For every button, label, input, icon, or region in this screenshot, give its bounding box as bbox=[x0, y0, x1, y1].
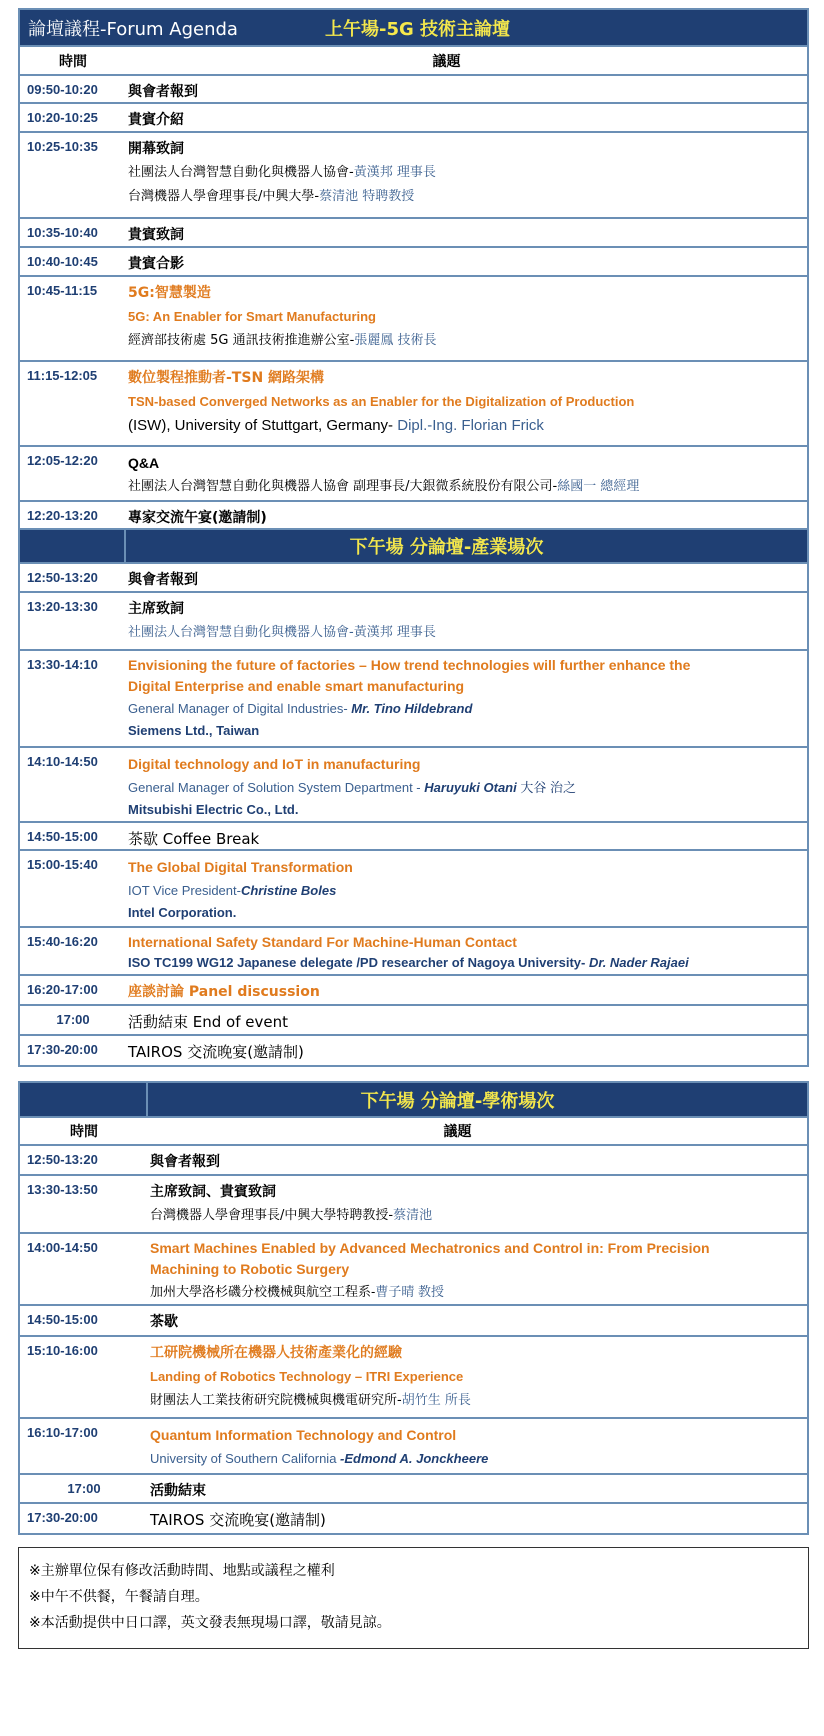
agenda-row bbox=[20, 76, 807, 104]
row-time: 16:20-17:00 bbox=[27, 982, 98, 997]
row-time: 17:00 bbox=[56, 1012, 90, 1027]
row-time: 10:35-10:40 bbox=[27, 225, 98, 240]
row-time: 13:30-13:50 bbox=[27, 1182, 98, 1197]
row-topic: Digital technology and IoT in manufacturing bbox=[128, 756, 421, 772]
row-topic: Envisioning the future of factories – How trend technologies will further enhance the bbox=[128, 657, 691, 673]
academic-header bbox=[20, 1083, 807, 1118]
row-time: 14:50-15:00 bbox=[27, 829, 98, 844]
row-topic: 專家交流午宴(邀請制) bbox=[128, 510, 267, 526]
speaker-org: 台灣機器人學會理事長/中興大學特聘教授- bbox=[150, 1208, 394, 1223]
speaker-name: 張麗鳳 技術長 bbox=[354, 333, 437, 348]
row-time: 10:20-10:25 bbox=[27, 110, 98, 125]
speaker-name: -Edmond A. Jonckheere bbox=[340, 1451, 489, 1466]
col-topic-label: 議題 bbox=[443, 1124, 472, 1140]
speaker-org: 社團法人台灣智慧自動化與機器人協會 副理事長/大銀微系統股份有限公司- bbox=[128, 479, 558, 494]
speaker-name: 黃漢邦 理事長 bbox=[353, 625, 436, 640]
speaker-company: Siemens Ltd., Taiwan bbox=[128, 723, 260, 738]
row-topic: 座談討論 Panel discussion bbox=[128, 984, 320, 1000]
column-header bbox=[20, 1118, 807, 1146]
row-time: 17:30-20:00 bbox=[27, 1510, 98, 1525]
speaker-org: 經濟部技術處 5G 通訊技術推進辦公室- bbox=[128, 333, 355, 348]
row-topic: 與會者報到 bbox=[128, 84, 198, 100]
row-time: 09:50-10:20 bbox=[27, 82, 98, 97]
row-topic: 貴賓介紹 bbox=[128, 112, 184, 128]
row-time: 17:00 bbox=[67, 1481, 101, 1496]
speaker-org: (ISW), University of Stuttgart, Germany- bbox=[128, 417, 398, 434]
speaker-name: 曹子晴 教授 bbox=[375, 1284, 444, 1299]
agenda-row bbox=[20, 1337, 807, 1419]
agenda-row bbox=[20, 1419, 807, 1475]
speaker-org: 社團法人台灣智慧自動化與機器人協會- bbox=[128, 625, 354, 640]
row-time: 14:50-15:00 bbox=[27, 1312, 98, 1327]
row-time: 15:10-16:00 bbox=[27, 1343, 98, 1358]
speaker-name: 胡竹生 所長 bbox=[401, 1393, 471, 1408]
row-time: 10:40-10:45 bbox=[27, 254, 98, 269]
speaker-role: General Manager of Digital Industries- bbox=[128, 701, 352, 716]
agenda-table-main bbox=[18, 8, 809, 1067]
agenda-row bbox=[20, 502, 807, 530]
row-topic: 茶歇 bbox=[150, 1314, 178, 1330]
agenda-row bbox=[20, 447, 807, 502]
notes-box bbox=[18, 1547, 809, 1649]
row-topic: 主席致詞 bbox=[128, 601, 184, 617]
speaker-name: 絲國一 總經理 bbox=[557, 479, 640, 494]
agenda-title: 論壇議程-Forum Agenda bbox=[28, 18, 238, 40]
speaker-name-jp: 大谷 治之 bbox=[516, 780, 576, 795]
speaker-org: University of Southern California bbox=[150, 1451, 341, 1466]
row-topic-cont: Digital Enterprise and enable smart manufacturing bbox=[128, 678, 465, 694]
row-time: 12:50-13:20 bbox=[27, 570, 98, 585]
academic-session-title: 下午場 分論壇-學術場次 bbox=[360, 1090, 555, 1112]
row-topic: 5G:智慧製造 bbox=[128, 285, 211, 301]
speaker-name: Christine Boles bbox=[240, 883, 337, 898]
row-topic-en: 5G: An Enabler for Smart Manufacturing bbox=[128, 309, 376, 324]
agenda-row bbox=[20, 362, 807, 447]
morning-session-title: 上午場-5G 技術主論壇 bbox=[325, 18, 511, 40]
row-topic: TAIROS 交流晚宴(邀請制) bbox=[128, 1043, 304, 1061]
agenda-row bbox=[20, 1006, 807, 1036]
row-time: 14:00-14:50 bbox=[27, 1240, 98, 1255]
row-topic-en: Landing of Robotics Technology – ITRI Experience bbox=[150, 1369, 464, 1384]
row-time: 10:25-10:35 bbox=[27, 139, 98, 154]
agenda-row bbox=[20, 248, 807, 277]
agenda-row bbox=[20, 1146, 807, 1176]
agenda-row bbox=[20, 976, 807, 1006]
agenda-row bbox=[20, 748, 807, 823]
speaker-name: Mr. Tino Hildebrand bbox=[351, 701, 473, 716]
agenda-row bbox=[20, 593, 807, 651]
row-topic-cont: Machining to Robotic Surgery bbox=[150, 1261, 350, 1277]
row-topic: 活動結束 bbox=[150, 1483, 206, 1499]
row-topic: The Global Digital Transformation bbox=[128, 859, 353, 875]
agenda-row bbox=[20, 104, 807, 133]
speaker-name: Dipl.-Ing. Florian Frick bbox=[397, 417, 544, 434]
row-time: 13:30-14:10 bbox=[27, 657, 98, 672]
morning-header bbox=[20, 10, 807, 47]
row-topic: 活動結束 End of event bbox=[128, 1013, 288, 1031]
row-time: 15:00-15:40 bbox=[27, 857, 98, 872]
agenda-row bbox=[20, 1475, 807, 1504]
speaker-org: 財團法人工業技術研究院機械與機電研究所- bbox=[150, 1393, 402, 1408]
speaker-org: 社團法人台灣智慧自動化與機器人協會- bbox=[128, 165, 354, 180]
speaker-name: 蔡清池 bbox=[393, 1208, 433, 1223]
row-topic: 與會者報到 bbox=[150, 1154, 220, 1170]
col-topic-label: 議題 bbox=[432, 53, 461, 70]
agenda-row bbox=[20, 851, 807, 928]
agenda-row bbox=[20, 277, 807, 362]
row-topic-en: TSN-based Converged Networks as an Enabler for the Digitalization of Production bbox=[128, 394, 635, 409]
speaker-name: 黃漢邦 理事長 bbox=[353, 165, 436, 180]
agenda-row bbox=[20, 564, 807, 593]
agenda-row bbox=[20, 651, 807, 748]
speaker-name: Dr. Nader Rajaei bbox=[588, 955, 689, 970]
row-topic: Q&A bbox=[128, 455, 160, 471]
agenda-row bbox=[20, 1176, 807, 1234]
row-time: 12:05-12:20 bbox=[27, 453, 98, 468]
row-time: 12:50-13:20 bbox=[27, 1152, 98, 1167]
speaker-role: IOT Vice President- bbox=[128, 883, 241, 898]
speaker-company: Intel Corporation. bbox=[128, 905, 237, 920]
speaker-role: General Manager of Solution System Department - bbox=[128, 780, 425, 795]
agenda-row bbox=[20, 1504, 807, 1533]
row-time: 10:45-11:15 bbox=[27, 283, 98, 298]
note-item: ※本活動提供中日口譯，英文發表無現場口譯，敬請見諒。 bbox=[29, 1615, 391, 1631]
industry-session-title: 下午場 分論壇-產業場次 bbox=[349, 537, 544, 558]
industry-header bbox=[20, 530, 807, 564]
row-topic: 與會者報到 bbox=[128, 572, 198, 588]
speaker-company: Mitsubishi Electric Co., Ltd. bbox=[128, 802, 299, 817]
row-topic: Quantum Information Technology and Control bbox=[150, 1427, 457, 1443]
agenda-row bbox=[20, 823, 807, 851]
agenda-table-academic bbox=[18, 1081, 809, 1535]
row-topic: 貴賓致詞 bbox=[128, 227, 184, 243]
column-header bbox=[20, 47, 807, 76]
row-topic: 茶歇 Coffee Break bbox=[128, 830, 260, 848]
row-topic: International Safety Standard For Machine-Human Contact bbox=[128, 934, 517, 950]
row-topic: 數位製程推動者-TSN 網路架構 bbox=[128, 370, 325, 386]
row-time: 13:20-13:30 bbox=[27, 599, 98, 614]
row-time: 14:10-14:50 bbox=[27, 754, 98, 769]
row-topic: TAIROS 交流晚宴(邀請制) bbox=[150, 1511, 326, 1529]
agenda-row bbox=[20, 1234, 807, 1306]
speaker-role: ISO TC199 WG12 Japanese delegate /PD researcher of Nagoya University- bbox=[128, 955, 589, 970]
row-topic: 主席致詞、貴賓致詞 bbox=[150, 1184, 276, 1200]
agenda-row bbox=[20, 219, 807, 248]
row-time: 15:40-16:20 bbox=[27, 934, 98, 949]
speaker-name: Haruyuki Otani bbox=[424, 780, 517, 795]
row-time: 16:10-17:00 bbox=[27, 1425, 98, 1440]
agenda-row bbox=[20, 133, 807, 219]
row-topic: Smart Machines Enabled by Advanced Mechatronics and Control in: From Precision bbox=[150, 1240, 710, 1256]
row-topic: 貴賓合影 bbox=[128, 256, 184, 272]
speaker-org: 加州大學洛杉磯分校機械與航空工程系- bbox=[150, 1284, 376, 1299]
row-topic: 開幕致詞 bbox=[128, 141, 184, 157]
speaker-org: 台灣機器人學會理事長/中興大學- bbox=[128, 189, 320, 204]
agenda-row bbox=[20, 1306, 807, 1337]
note-item: ※中午不供餐，午餐請自理。 bbox=[29, 1589, 209, 1605]
row-time: 11:15-12:05 bbox=[27, 368, 98, 383]
row-time: 12:20-13:20 bbox=[27, 508, 98, 523]
agenda-row bbox=[20, 1036, 807, 1065]
note-item: ※主辦單位保有修改活動時間、地點或議程之權利 bbox=[29, 1563, 335, 1579]
speaker-name: 蔡清池 特聘教授 bbox=[319, 189, 415, 204]
col-time-label: 時間 bbox=[59, 53, 87, 70]
row-topic: 工研院機械所在機器人技術產業化的經驗 bbox=[150, 1345, 402, 1361]
col-time-label: 時間 bbox=[70, 1124, 98, 1140]
row-time: 17:30-20:00 bbox=[27, 1042, 98, 1057]
agenda-row bbox=[20, 928, 807, 976]
